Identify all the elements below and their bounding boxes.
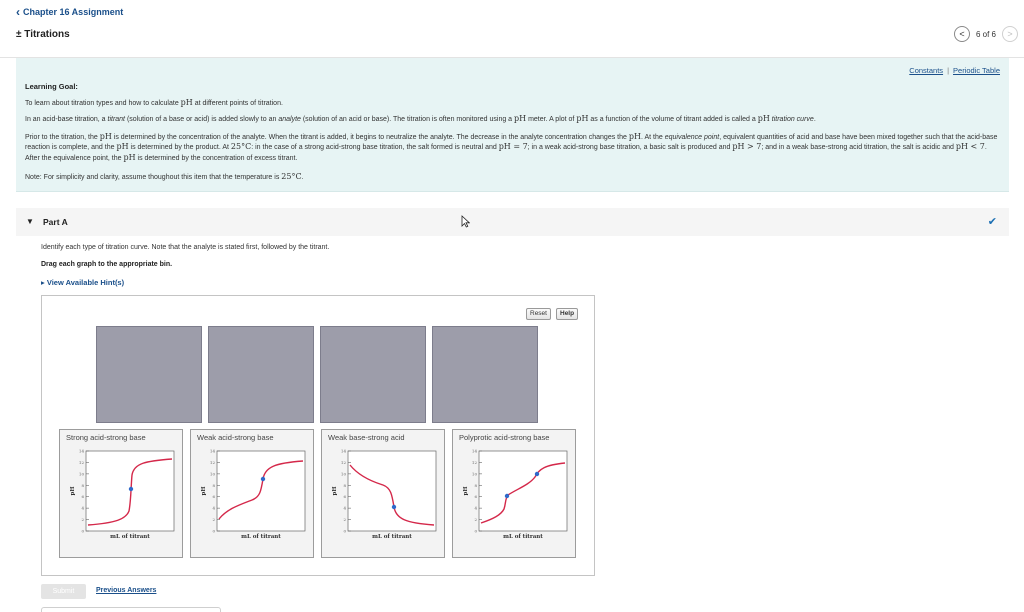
part-instruction: Identify each type of titration curve. Note that the analyte is stated first, followed by the titrant. [41,244,330,251]
y-tick-label: 6 [474,494,477,500]
equivalence-point-2 [535,472,539,476]
equivalence-point [392,505,396,509]
chevron-left-icon: ‹ [16,4,20,19]
equivalence-point [261,477,265,481]
y-tick-label: 4 [81,505,84,511]
y-tick-label: 8 [343,482,346,488]
y-tick-label: 2 [212,517,215,523]
math-ph: pH [123,152,136,162]
text-run: is determined by the product. At [128,144,231,152]
text-run: as a function of the volume of titrant added is called a [588,116,758,123]
text-run: is determined by the concentration of the analyte. When the titrant is added, it begins to neutralize the analyte. The decrease in the analyte concentration changes the [111,134,629,141]
graph-card-weak-base-strong-acid[interactable] [321,429,445,558]
y-tick-label: 0 [474,528,477,534]
card-title: Weak base-strong acid [328,433,405,442]
titration-graph [328,445,440,541]
title-bar [0,24,1024,58]
graph-frame [332,449,436,541]
link-separator: | [947,66,950,75]
text-run: at different points of titration. [192,100,283,107]
learning-goal-heading: Learning Goal: [25,82,78,91]
card-title: Polyprotic acid-strong base [459,433,550,442]
text-run: (solution of a base or acid) is added slowly to an [125,116,279,123]
text-run: is determined by the concentration of excess titrant. [135,154,298,162]
hint-link-label: View Available Hint(s) [46,278,125,287]
text-run: ; and in a weak base-strong acid titration, the salt is acidic and [761,144,956,152]
math-ph-greater-7: pH > 7 [732,142,762,152]
text-run: . [301,174,304,181]
learning-goal-box [16,58,1009,192]
previous-item-button[interactable] [954,26,970,42]
y-tick-label: 10 [471,471,477,477]
reference-links [909,66,1000,75]
help-button[interactable]: Help [556,308,578,320]
y-tick-label: 6 [81,494,84,500]
y-tick-label: 2 [474,517,477,523]
next-item-button[interactable] [1002,26,1018,42]
y-tick-label: 0 [81,528,84,534]
back-to-chapter-link[interactable] [16,4,124,19]
y-tick-label: 2 [81,517,84,523]
page-title: ± Titrations [16,29,70,40]
y-tick-label: 6 [343,494,346,500]
y-tick-label: 12 [340,459,346,465]
equivalence-point [129,487,133,491]
part-a-label: Part A [43,217,68,227]
graph-frame [70,449,174,541]
equivalence-point-1 [505,494,509,498]
math-ph: pH [628,132,641,141]
term-equivalence-point: equivalence point [664,134,720,141]
y-axis-label: pH [201,486,207,496]
y-tick-label: 8 [81,482,84,488]
previous-answers-link[interactable]: Previous Answers [96,587,157,594]
periodic-table-link[interactable]: Periodic Table [953,66,1000,75]
text-run: : in the case of a strong acid-strong base titration, the salt formed is neutral and [251,144,499,152]
math-ph: pH [116,142,129,152]
reset-button[interactable]: Reset [526,308,551,320]
x-axis-label: mL of titrant [372,534,412,540]
graph-frame [463,449,567,541]
goal-paragraph-3 [25,132,1000,163]
y-axis-label: pH [463,486,469,496]
goal-note [25,172,1000,182]
y-tick-label: 12 [209,459,215,465]
titration-graph [66,445,178,541]
drop-bin-3[interactable] [320,326,426,423]
math-temperature: 25°C [281,172,302,181]
drop-bin-2[interactable] [208,326,314,423]
caret-right-icon: ▸ [41,278,47,287]
part-a-header[interactable] [16,208,1009,236]
math-ph: pH [757,114,770,123]
y-axis-label: pH [70,486,76,496]
y-tick-label: 12 [78,459,84,465]
text-run: In an acid-base titration, a [25,116,108,123]
math-ph: pH [514,114,527,123]
y-tick-label: 4 [343,505,346,511]
y-tick-label: 14 [209,448,215,454]
math-temperature: 25°C [230,142,252,152]
mouse-cursor-icon [461,215,470,228]
text-run: Prior to the titration, the [25,134,100,141]
view-hints-link[interactable] [41,278,124,287]
math-ph-less-7: pH < 7 [955,142,985,152]
math-ph: pH [576,114,589,123]
y-tick-label: 8 [212,482,215,488]
checkmark-icon: ✔ [987,216,997,228]
y-tick-label: 2 [343,517,346,523]
text-run: . At the [640,134,665,141]
y-tick-label: 0 [212,528,215,534]
y-tick-label: 14 [340,448,346,454]
text-run: To learn about titration types and how to calculate [25,100,181,107]
titration-graph [197,445,309,541]
titration-graph [459,445,571,541]
constants-link[interactable]: Constants [909,66,944,75]
submit-button[interactable]: Submit [41,584,86,599]
collapse-triangle-icon[interactable]: ▼ [26,217,34,226]
text-run: . After the equivalence point, the [25,144,987,162]
y-tick-label: 14 [78,448,84,454]
x-axis-label: mL of titrant [241,534,281,540]
drag-instruction: Drag each graph to the appropriate bin. [41,261,173,268]
graph-card-strong-acid-strong-base[interactable] [59,429,183,558]
goal-paragraph-1 [25,98,1000,108]
text-run: , equivalent quantities of acid and base have been mixed together such that the acid-base reaction is complete, and the [25,134,998,152]
y-tick-label: 6 [212,494,215,500]
plot-area [348,451,436,531]
y-tick-label: 10 [78,471,84,477]
text-run: ; in a weak acid-strong base titration, a basic salt is produced and [527,144,733,152]
text-run: (solution of an acid or base). The titration is often monitored using a [300,116,515,123]
math-ph: pH [180,98,193,107]
goal-paragraph-2 [25,114,1000,124]
y-tick-label: 14 [471,448,477,454]
chevron-right-icon: > [1007,29,1013,39]
y-tick-label: 4 [474,505,477,511]
x-axis-label: mL of titrant [503,534,543,540]
graph-card-weak-acid-strong-base[interactable] [190,429,314,558]
term-titration-curve: titration curve [771,116,814,123]
math-ph-equals-7: pH = 7 [498,142,528,152]
page-count: 6 of 6 [975,29,996,39]
y-tick-label: 8 [474,482,477,488]
text-run: Note: For simplicity and clarity, assume thoughout this item that the temperature is [25,174,282,181]
pager [954,26,1018,42]
term-titrant: titrant [107,116,126,123]
term-analyte: analyte [278,116,301,123]
y-tick-label: 4 [212,505,215,511]
y-tick-label: 0 [343,528,346,534]
y-tick-label: 10 [209,471,215,477]
math-ph: pH [99,132,112,141]
plot-area [86,451,174,531]
y-tick-label: 12 [471,459,477,465]
card-title: Strong acid-strong base [66,433,146,442]
drop-bin-1[interactable] [96,326,202,423]
text-run: meter. A plot of [526,116,577,123]
back-link-label: Chapter 16 Assignment [23,7,124,17]
feedback-panel-edge [41,607,221,612]
y-tick-label: 10 [340,471,346,477]
drag-and-drop-area [41,295,595,576]
chevron-left-icon: < [959,29,965,39]
y-axis-label: pH [332,486,338,496]
x-axis-label: mL of titrant [110,534,150,540]
drop-bin-4[interactable] [432,326,538,423]
text-run: . [813,116,816,123]
graph-card-polyprotic-acid-strong-base[interactable] [452,429,576,558]
card-title: Weak acid-strong base [197,433,274,442]
